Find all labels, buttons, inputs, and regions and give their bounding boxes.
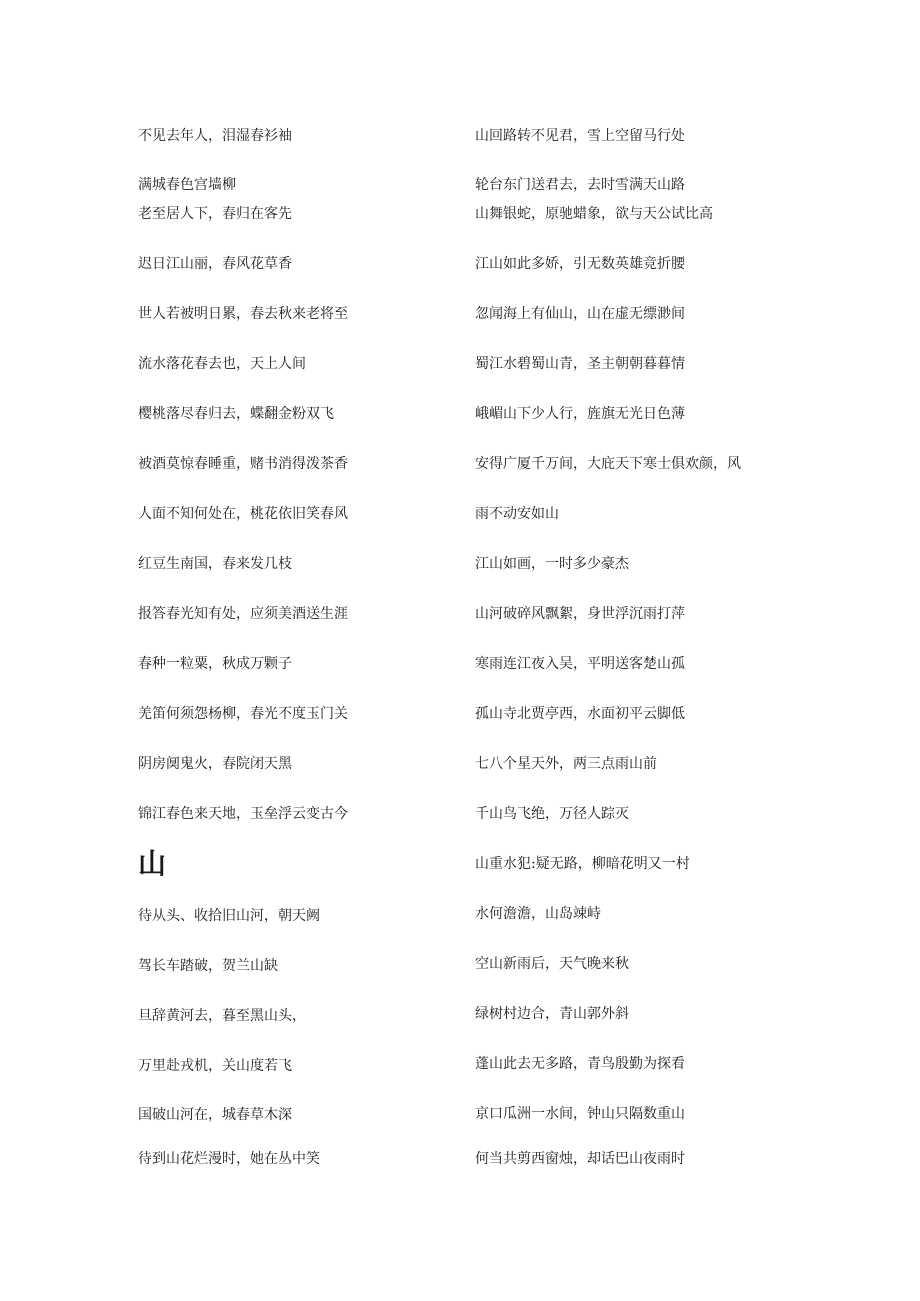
poem-line: 江山如此多娇，引无数英雄竞折腰	[475, 256, 685, 272]
poem-line: 蜀江水碧蜀山青，圣主朝朝暮暮情	[475, 356, 685, 372]
poem-line: 山重水犯:疑无路，柳暗花明又一村	[475, 856, 690, 872]
poem-line: 老至居人下，春归在客先	[138, 206, 292, 222]
poem-line: 羌笛何须怨杨柳，春光不度玉门关	[138, 706, 348, 722]
poem-line: 安得广厦千万间，大庇天下寒士俱欢颜，风	[475, 456, 741, 472]
poem-line: 何当共剪西窗烛，却话巴山夜雨时	[475, 1151, 685, 1167]
poem-line: 春种一粒粟，秋成万颗子	[138, 656, 292, 672]
poem-line: 阴房阒鬼火，春院闭天黑	[138, 756, 292, 772]
poem-line: 流水落花春去也，天上人间	[138, 356, 306, 372]
poem-line: 蓬山此去无多路，青鸟殷勤为探看	[475, 1056, 685, 1072]
poem-line: 京口瓜洲一水间，钟山只隔数重山	[475, 1106, 685, 1122]
poem-line: 世人若被明日累，春去秋来老将至	[138, 306, 348, 322]
poem-line: 峨嵋山下少人行，旌旗无光日色薄	[475, 406, 685, 422]
poem-line: 寒雨连江夜入吴，平明送客楚山孤	[475, 656, 685, 672]
poem-line: 空山新雨后，天气晚来秋	[475, 956, 629, 972]
poem-line: 樱桃落尽春归去，蝶翻金粉双飞	[138, 406, 334, 422]
poem-line: 千山鸟飞绝，万径人踪灭	[475, 806, 629, 822]
poem-line: 满城春色宫墙柳	[138, 177, 236, 193]
poem-line: 七八个星天外，两三点雨山前	[475, 756, 657, 772]
poem-line: 待到山花烂漫时，她在丛中笑	[138, 1151, 320, 1167]
poem-line: 轮台东门送君去，去时雪满天山路	[475, 177, 685, 193]
poem-line: 待从头、收拾旧山河，朝天阙	[138, 908, 320, 924]
poem-line: 驾长车踏破，贺兰山缺	[138, 958, 278, 974]
poem-line: 红豆生南国，春来发几枝	[138, 556, 292, 572]
poem-line: 锦江春色来天地，玉垒浮云变古今	[138, 806, 348, 822]
poem-line: 山河破碎风飘絮，身世浮沉雨打萍	[475, 606, 685, 622]
poem-line: 雨不动安如山	[475, 506, 559, 522]
poem-line: 迟日江山丽，春风花草香	[138, 256, 292, 272]
poem-line: 绿树村边合，青山郭外斜	[475, 1006, 629, 1022]
poem-line: 人面不知何处在，桃花依旧笑春风	[138, 506, 348, 522]
poem-line: 报答春光知有处，应须美酒送生涯	[138, 606, 348, 622]
poem-line: 万里赴戎机，关山度若飞	[138, 1058, 292, 1074]
poem-line: 江山如画，一时多少豪杰	[475, 556, 629, 572]
poem-line: 被酒莫惊春睡重，赌书消得泼茶香	[138, 456, 348, 472]
section-heading: 山	[138, 847, 167, 880]
poem-line: 旦辞黄河去，暮至黑山头，	[138, 1008, 306, 1024]
poem-line: 孤山寺北贾亭西，水面初平云脚低	[475, 706, 685, 722]
poem-line: 山回路转不见君，雪上空留马行处	[475, 128, 685, 144]
poem-line: 忽闻海上有仙山，山在虚无缥渺间	[475, 306, 685, 322]
poem-line: 国破山河在，城春草木深	[138, 1107, 292, 1123]
poem-line: 不见去年人，泪湿春衫袖	[138, 128, 292, 144]
poem-line: 水何澹澹，山岛竦峙	[475, 906, 601, 922]
poem-line: 山舞银蛇，原驰蜡象，欲与天公试比高	[475, 206, 713, 222]
